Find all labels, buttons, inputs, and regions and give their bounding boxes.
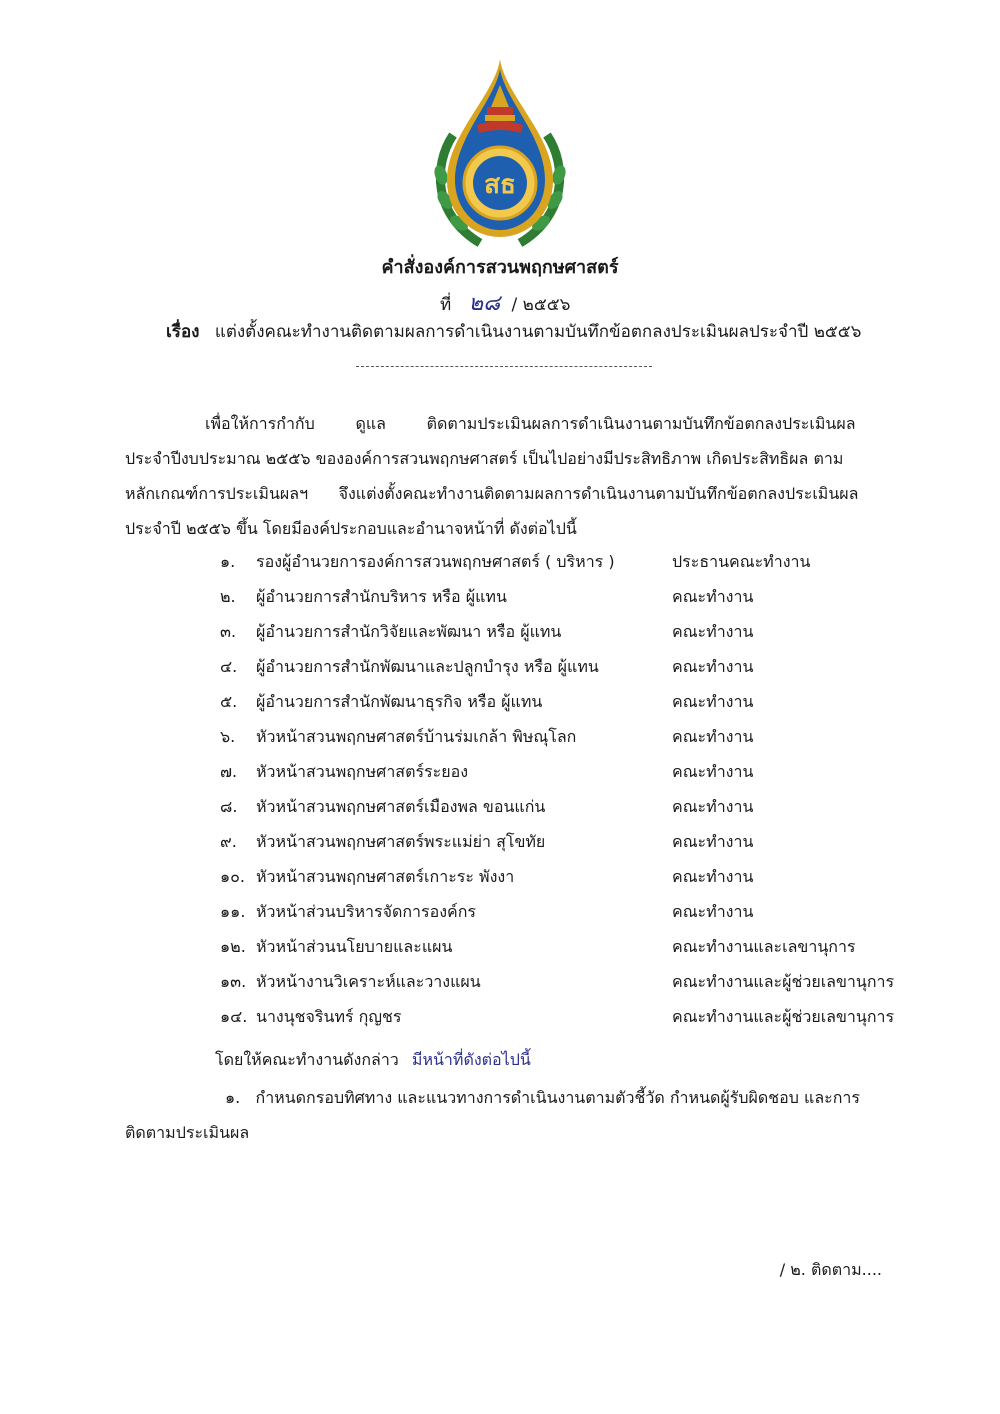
member-role: คณะทำงาน <box>672 622 754 641</box>
member-name: นางนุชจรินทร์ กุญชร <box>256 1007 402 1026</box>
member-row <box>220 684 920 719</box>
intro-line-4: ประจำปี ๒๕๕๖ ขึ้น โดยมีองค์ประกอบและอำนาจหน้าที่ ดังต่อไปนี้ <box>125 519 577 538</box>
member-name: หัวหน้าสวนพฤกษศาสตร์พระแม่ย่า สุโขทัย <box>256 832 546 851</box>
member-name: ผู้อำนวยการสำนักพัฒนาและปลูกบำรุง หรือ ผู้แทน <box>256 657 599 676</box>
member-row <box>220 859 920 894</box>
member-role: คณะทำงาน <box>672 902 754 921</box>
member-name: หัวหน้างานวิเคราะห์และวางแผน <box>256 972 481 991</box>
subject-label: เรื่อง <box>166 322 200 342</box>
member-role: คณะทำงานและเลขานุการ <box>672 937 856 956</box>
member-number: ๗. <box>220 762 238 781</box>
intro-paragraph <box>125 406 885 546</box>
member-name: หัวหน้าส่วนบริหารจัดการองค์กร <box>256 902 476 921</box>
member-number: ๓. <box>220 622 237 641</box>
duty-item-1-line-2: ติดตามประเมินผล <box>125 1123 250 1142</box>
member-name: หัวหน้าส่วนนโยบายและแผน <box>256 937 453 956</box>
member-number: ๒. <box>220 587 236 606</box>
intro-line-2: ประจำปีงบประมาณ ๒๕๕๖ ขององค์การสวนพฤกษศาสตร์ เป็นไปอย่างมีประสิทธิภาพ เกิดประสิทธิผล ตาม <box>125 449 844 468</box>
member-number: ๕. <box>220 692 238 711</box>
duty-item-1-line-1: ๑. กำหนดกรอบทิศทาง และแนวทางการดำเนินงานตามตัวชี้วัด กำหนดผู้รับผิดชอบ และการ <box>225 1088 860 1107</box>
order-number-year: / ๒๕๕๖ <box>511 295 571 315</box>
member-number: ๑๔. <box>220 1007 248 1026</box>
member-row <box>220 544 920 579</box>
duties-intro <box>215 1042 531 1077</box>
member-name: รองผู้อำนวยการองค์การสวนพฤกษศาสตร์ ( บริหาร ) <box>256 552 615 571</box>
member-row <box>220 754 920 789</box>
logo-monogram: สธ <box>484 170 516 200</box>
member-name: ผู้อำนวยการสำนักพัฒนาธุรกิจ หรือ ผู้แทน <box>256 692 543 711</box>
subject-text: แต่งตั้งคณะทำงานติดตามผลการดำเนินงานตามบันทึกข้อตกลงประเมินผลประจำปี ๒๕๕๖ <box>214 322 862 342</box>
member-number: ๙. <box>220 832 237 851</box>
member-name: หัวหน้าสวนพฤกษศาสตร์เมืองพล ขอนแก่น <box>256 797 546 816</box>
member-row <box>220 964 920 999</box>
member-role: คณะทำงาน <box>672 867 754 886</box>
member-role: คณะทำงาน <box>672 657 754 676</box>
member-name: หัวหน้าสวนพฤกษศาสตร์เกาะระ พังงา <box>256 867 515 886</box>
duties-intro-highlight: มีหน้าที่ดังต่อไปนี้ <box>411 1050 531 1069</box>
member-list <box>220 544 920 1034</box>
member-row <box>220 929 920 964</box>
member-row <box>220 579 920 614</box>
member-row <box>220 649 920 684</box>
member-row <box>220 719 920 754</box>
member-row <box>220 999 920 1034</box>
member-role: คณะทำงานและผู้ช่วยเลขานุการ <box>672 1007 895 1026</box>
organization-logo <box>425 55 575 250</box>
member-role: คณะทำงาน <box>672 727 754 746</box>
member-number: ๑๓. <box>220 972 247 991</box>
member-role: คณะทำงานและผู้ช่วยเลขานุการ <box>672 972 895 991</box>
member-role: คณะทำงาน <box>672 832 754 851</box>
member-name: ผู้อำนวยการสำนักบริหาร หรือ ผู้แทน <box>256 587 507 606</box>
member-name: หัวหน้าสวนพฤกษศาสตร์บ้านร่มเกล้า พิษณุโลก <box>256 727 577 746</box>
order-title: คำสั่งองค์การสวนพฤกษศาสตร์ <box>381 257 619 278</box>
member-role: ประธานคณะทำงาน <box>672 552 811 571</box>
member-role: คณะทำงาน <box>672 692 754 711</box>
member-role: คณะทำงาน <box>672 797 754 816</box>
divider-line <box>356 366 652 367</box>
member-name: หัวหน้าสวนพฤกษศาสตร์ระยอง <box>256 762 469 781</box>
order-number-handwritten: ๒๘ <box>468 291 501 316</box>
order-subject <box>166 318 861 345</box>
member-role: คณะทำงาน <box>672 587 754 606</box>
member-row <box>220 614 920 649</box>
member-number: ๔. <box>220 657 238 676</box>
intro-line-1: เพื่อให้การกำกับ ดูแล ติดตามประเมินผลการดำเนินงานตามบันทึกข้อตกลงประเมินผล <box>205 414 856 433</box>
continuation-note: / ๒. ติดตาม.... <box>779 1260 882 1279</box>
order-number <box>440 285 570 320</box>
member-role: คณะทำงาน <box>672 762 754 781</box>
duty-item-1 <box>125 1080 885 1150</box>
member-number: ๑๐. <box>220 867 246 886</box>
member-row <box>220 789 920 824</box>
member-name: ผู้อำนวยการสำนักวิจัยและพัฒนา หรือ ผู้แทน <box>256 622 562 641</box>
duties-intro-text: โดยให้คณะทำงานดังกล่าว <box>215 1050 399 1069</box>
order-number-label: ที่ <box>440 295 452 315</box>
member-number: ๑. <box>220 552 236 571</box>
member-number: ๑๒. <box>220 937 246 956</box>
member-row <box>220 824 920 859</box>
member-number: ๘. <box>220 797 238 816</box>
intro-line-3: หลักเกณฑ์การประเมินผลฯ จึงแต่งตั้งคณะทำงานติดตามผลการดำเนินงานตามบันทึกข้อตกลงประเมินผล <box>125 484 859 503</box>
member-row <box>220 894 920 929</box>
member-number: ๑๑. <box>220 902 246 921</box>
member-number: ๖. <box>220 727 236 746</box>
